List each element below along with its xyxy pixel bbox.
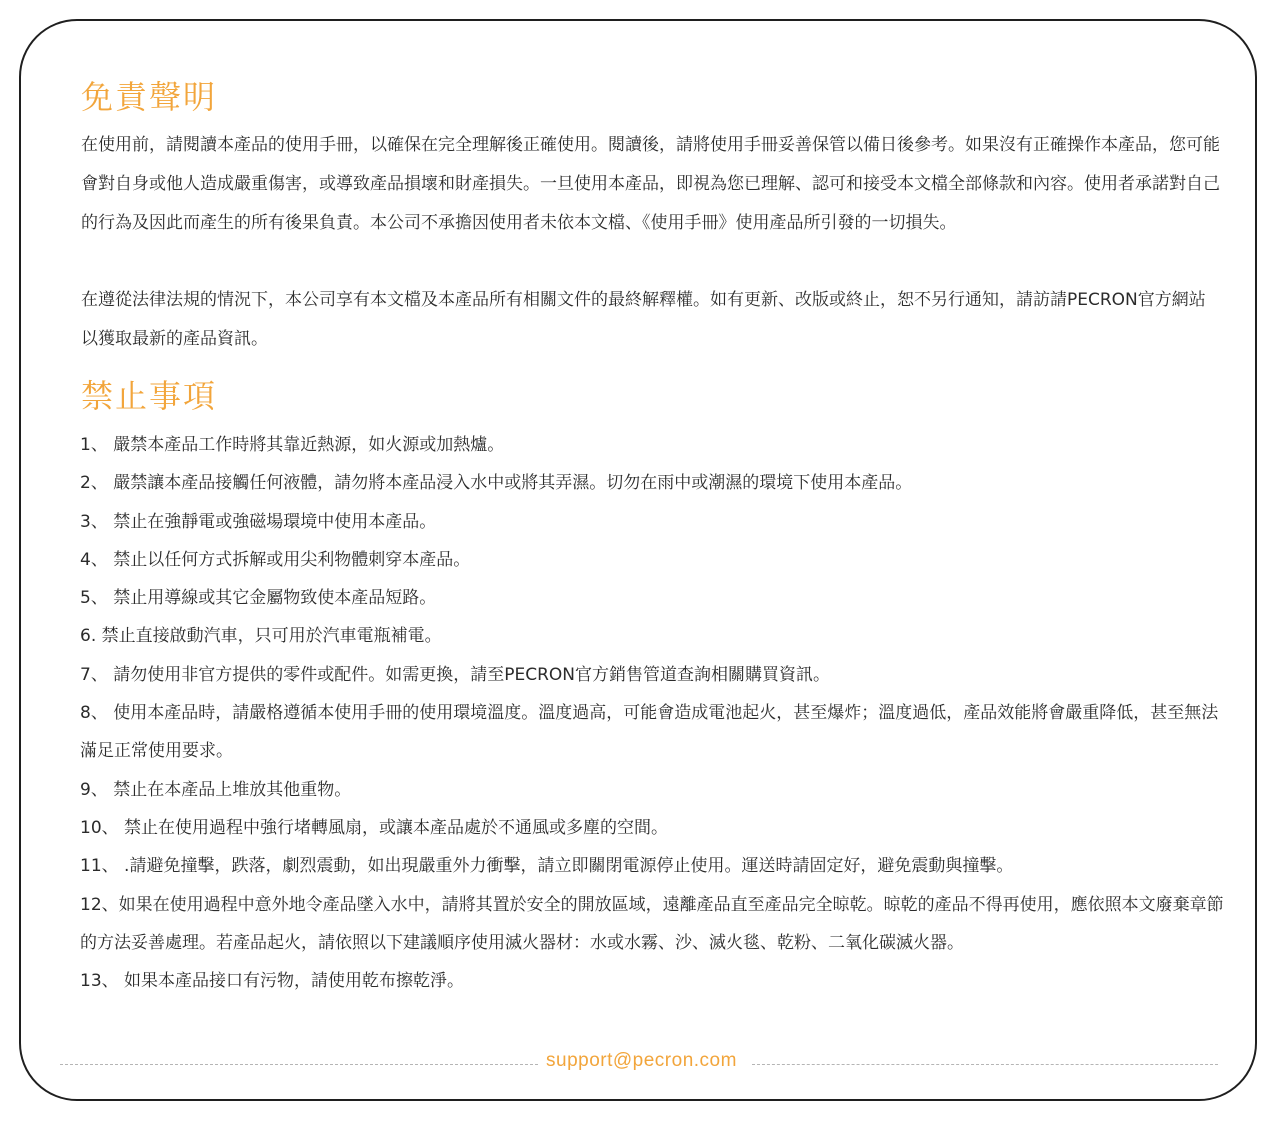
prohibition-item-3: 3、 禁止在強靜電或強磁場環境中使用本產品。 (80, 511, 437, 532)
prohibition-item-1: 1、 嚴禁本產品工作時將其靠近熱源，如火源或加熱爐。 (80, 435, 505, 455)
prohibitions-title: 禁止事項 (81, 377, 218, 415)
support-email-link[interactable]: support@pecron.com (546, 1050, 737, 1071)
disclaimer-paragraph-1: 在使用前，請閱讀本產品的使用手冊，以確保在完全理解後正確使用。閱讀後，請將使用手冊妥善保管以備日後參考。如果沒有正確操作本產品，您可能會對自身或他人造成嚴重傷害，或導致產品損壞和財產損失。一旦使用本產品，即視為您已理解、認可和接受本文檔全部條款和內容。使用者承諾對自己的行為及因此而產生的所有後果負責。本公司不承擔因使用者未依本文檔、《使用手冊》使用產品所引發的一切損失。 (81, 135, 1220, 233)
footer-divider-left (60, 1064, 538, 1065)
prohibition-item-4: 4、 禁止以任何方式拆解或用尖利物體刺穿本產品。 (80, 549, 471, 570)
disclaimer-paragraph-2: 在遵從法律法規的情況下，本公司享有本文檔及本產品所有相關文件的最終解釋權。如有更新、改版或終止，恕不另行通知，請訪請PECRON官方網站以獲取最新的產品資訊。 (81, 290, 1206, 349)
prohibition-item-9: 9、 禁止在本產品上堆放其他重物。 (80, 779, 352, 800)
prohibition-item-2: 2、 嚴禁讓本產品接觸任何液體，請勿將本產品浸入水中或將其弄濕。切勿在雨中或潮濕的環境下使用本產品。 (80, 473, 913, 494)
prohibition-item-8: 8、 使用本產品時，請嚴格遵循本使用手冊的使用環境溫度。溫度過高，可能會造成電池起火，甚至爆炸；溫度過低，產品效能將會嚴重降低，甚至無法滿足正常使用要求。 (80, 703, 1219, 762)
prohibition-item-6: 6. 禁止直接啟動汽車，只可用於汽車電瓶補電。 (80, 626, 442, 647)
prohibition-item-5: 5、 禁止用導線或其它金屬物致使本產品短路。 (80, 588, 437, 609)
disclaimer-title: 免責聲明 (81, 78, 218, 116)
prohibition-item-7: 7、 請勿使用非官方提供的零件或配件。如需更換，請至PECRON官方銷售管道查詢相關購買資訊。 (80, 664, 830, 685)
footer (60, 1048, 1220, 1078)
prohibition-item-12: 12、如果在使用過程中意外地令產品墜入水中，請將其置於安全的開放區域，遠離產品直至產品完全晾乾。晾乾的產品不得再使用，應依照本文廢棄章節的方法妥善處理。若產品起火，請依照以下建議順序使用滅火器材：水或水霧、沙、滅火毯、乾粉、二氧化碳滅火器。 (80, 894, 1224, 953)
prohibition-item-13: 13、 如果本產品接口有污物，請使用乾布擦乾淨。 (80, 971, 465, 992)
prohibition-item-10: 10、 禁止在使用過程中強行堵轉風扇，或讓本產品處於不通風或多塵的空間。 (80, 817, 669, 838)
prohibition-item-11: 11、 .請避免撞擊，跌落，劇烈震動，如出現嚴重外力衝擊，請立即關閉電源停止使用。運送時請固定好，避免震動與撞擊。 (80, 856, 1014, 877)
footer-divider-right (752, 1064, 1218, 1065)
prohibitions-list (80, 426, 1230, 1000)
